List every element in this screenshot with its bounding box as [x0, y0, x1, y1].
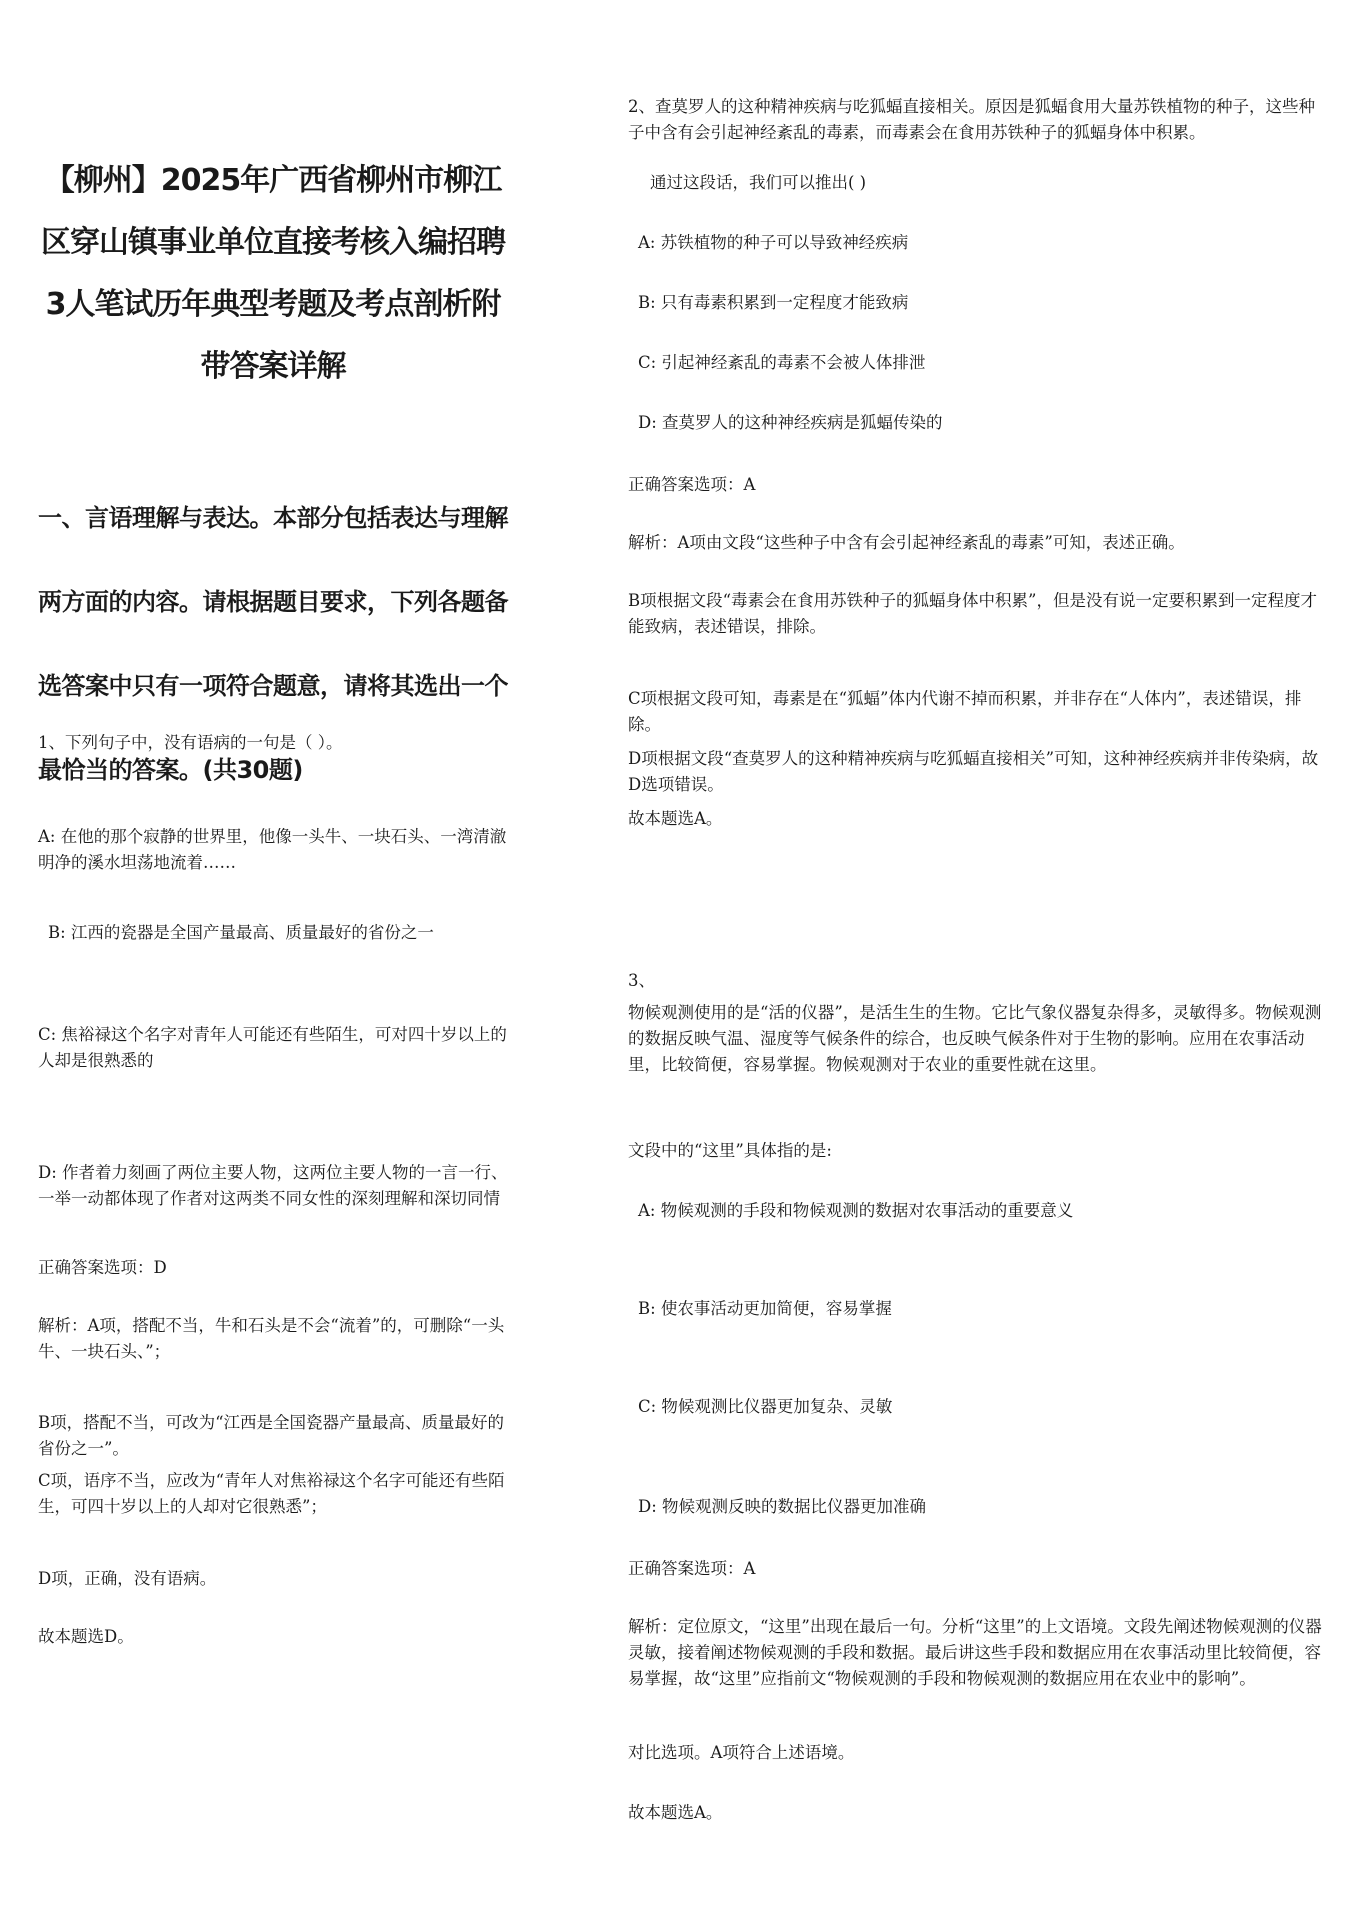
q2-analysis-d: D项根据文段“查莫罗人的这种精神疾病与吃狐蝠直接相关”可知，这种神经疾病并非传染病，故D选项错误。 — [628, 749, 1319, 794]
document-title: 【柳州】2025年广西省柳州市柳江区穿山镇事业单位直接考核入编招聘3人笔试历年典型考题及考点剖析附带答案详解 — [41, 163, 505, 384]
q2-prompt: 通过这段话，我们可以推出( ) — [650, 173, 867, 192]
q2-option-c: C: 引起神经紊乱的毒素不会被人体排泄 — [638, 353, 926, 372]
q3-compare: 对比选项。A项符合上述语境。 — [628, 1743, 855, 1762]
q3-option-d: D: 物候观测反映的数据比仪器更加准确 — [638, 1497, 927, 1516]
q2-answer: 正确答案选项：A — [628, 475, 756, 494]
q2-analysis-b: B项根据文段“毒素会在食用苏铁种子的狐蝠身体中积累”，但是没有说一定要积累到一定程度才能致病，表述错误，排除。 — [628, 591, 1317, 636]
q1-analysis-a: 解析：A项，搭配不当，牛和石头是不会“流着”的，可删除“一头牛、一块石头、”； — [38, 1316, 505, 1361]
q3-analysis: 解析：定位原文，“这里”出现在最后一句。分析“这里”的上文语境。文段先阐述物候观测的仪器灵敏，接着阐述物候观测的手段和数据。最后讲这些手段和数据应用在农事活动里比较简便，容易掌握，故“这里”应指前文“物候观测的手段和物候观测的数据应用在农业中的影响”。 — [628, 1617, 1322, 1688]
q3-number: 3、 — [628, 971, 655, 990]
q1-conclusion: 故本题选D。 — [38, 1627, 134, 1646]
q1-option-b: B: 江西的瓷器是全国产量最高、质量最好的省份之一 — [48, 923, 434, 942]
q3-option-b: B: 使农事活动更加简便，容易掌握 — [638, 1299, 892, 1318]
q1-stem: 1、下列句子中，没有语病的一句是（ ）。 — [38, 733, 343, 752]
q1-option-c: C: 焦裕禄这个名字对青年人可能还有些陌生，可对四十岁以上的人却是很熟悉的 — [38, 1025, 507, 1070]
q1-analysis-c: C项，语序不当，应改为“青年人对焦裕禄这个名字可能还有些陌生，可四十岁以上的人却对它很熟悉”； — [38, 1471, 505, 1516]
q3-prompt: 文段中的“这里”具体指的是: — [628, 1141, 832, 1160]
q3-conclusion: 故本题选A。 — [628, 1803, 723, 1822]
q1-option-d: D: 作者着力刻画了两位主要人物，这两位主要人物的一言一行、一举一动都体现了作者对这两类不同女性的深刻理解和深切同情 — [38, 1163, 508, 1208]
q2-conclusion: 故本题选A。 — [628, 809, 723, 828]
q2-option-a: A: 苏铁植物的种子可以导致神经疾病 — [638, 233, 909, 252]
q2-stem: 2、查莫罗人的这种精神疾病与吃狐蝠直接相关。原因是狐蝠食用大量苏铁植物的种子，这些种子中含有会引起神经紊乱的毒素，而毒素会在食用苏铁种子的狐蝠身体中积累。 — [628, 97, 1315, 142]
q1-analysis-b: B项，搭配不当，可改为“江西是全国瓷器产量最高、质量最好的省份之一”。 — [38, 1413, 505, 1458]
q3-answer: 正确答案选项：A — [628, 1559, 756, 1578]
q2-option-d: D: 查莫罗人的这种神经疾病是狐蝠传染的 — [638, 413, 943, 432]
q2-option-b: B: 只有毒素积累到一定程度才能致病 — [638, 293, 909, 312]
q3-stem: 物候观测使用的是“活的仪器”，是活生生的生物。它比气象仪器复杂得多，灵敏得多。物候观测的数据反映气温、湿度等气候条件的综合，也反映气候条件对于生物的影响。应用在农事活动里，比较简便，容易掌握。物候观测对于农业的重要性就在这里。 — [628, 1003, 1322, 1074]
q3-option-a: A: 物候观测的手段和物候观测的数据对农事活动的重要意义 — [638, 1201, 1074, 1220]
q3-option-c: C: 物候观测比仪器更加复杂、灵敏 — [638, 1397, 893, 1416]
q2-analysis-a: 解析：A项由文段“这些种子中含有会引起神经紊乱的毒素”可知，表述正确。 — [628, 533, 1185, 552]
q2-analysis-c: C项根据文段可知，毒素是在“狐蝠”体内代谢不掉而积累，并非存在“人体内”，表述错误，排除。 — [628, 689, 1302, 734]
section-heading: 一、言语理解与表达。本部分包括表达与理解两方面的内容。请根据题目要求，下列各题备选答案中只有一项符合题意，请将其选出一个最恰当的答案。(共30题) — [38, 504, 508, 784]
q1-answer: 正确答案选项：D — [38, 1258, 167, 1277]
q1-analysis-d: D项，正确，没有语病。 — [38, 1569, 217, 1588]
q1-option-a: A: 在他的那个寂静的世界里，他像一头牛、一块石头、一湾清澈明净的溪水坦荡地流着…… — [38, 827, 507, 872]
